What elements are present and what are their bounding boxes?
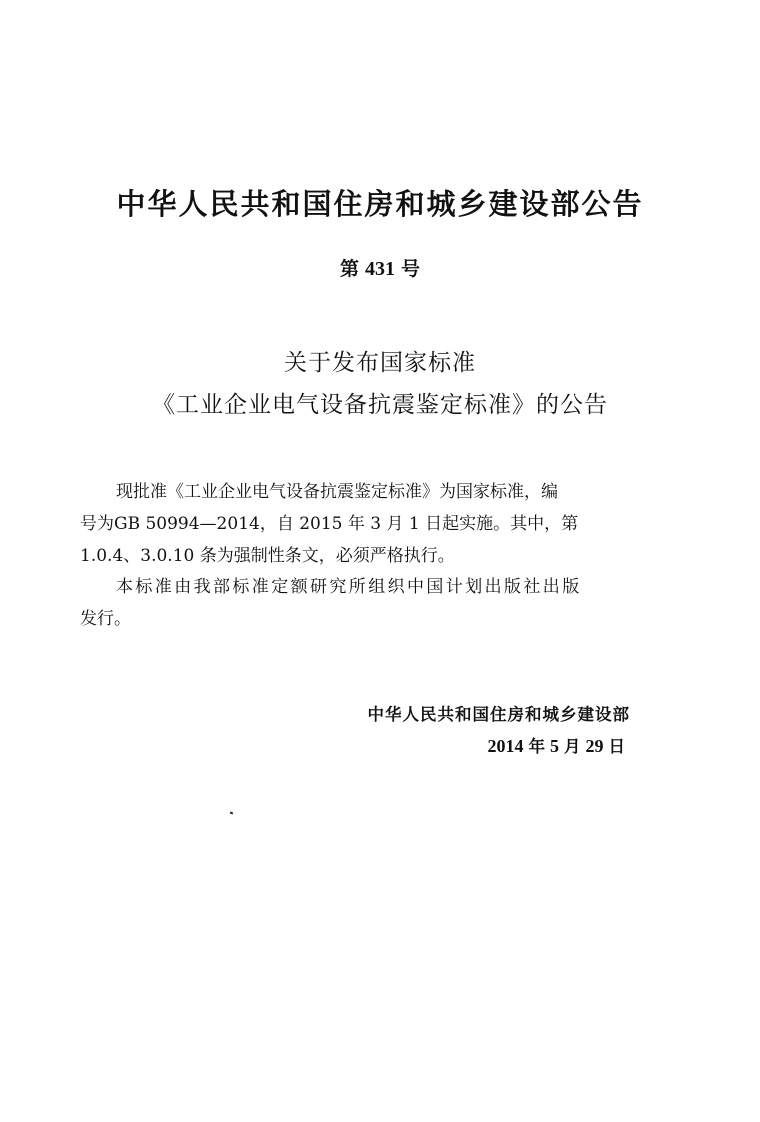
date-year: 2014 (487, 736, 524, 756)
paragraph-line: 现批准《工业企业电气设备抗震鉴定标准》为国家标准，编 (116, 482, 558, 502)
issue-prefix: 第 (339, 258, 359, 280)
date-day: 29 (585, 736, 604, 756)
subtitle-line-1: 关于发布国家标准 (284, 350, 476, 376)
paragraph-line: 发行。 (80, 609, 131, 629)
body-paragraph-approval (80, 476, 680, 572)
date-day-unit: 日 (608, 737, 625, 756)
date-month-unit: 月 (564, 737, 581, 756)
subtitle-line-2: 《工业企业电气设备抗震鉴定标准》的公告 (152, 392, 608, 418)
issue-date (300, 731, 625, 762)
issue-number (0, 255, 760, 283)
body-paragraph-publication (80, 571, 680, 635)
paragraph-line: 1.0.4、3.0.10 条为强制性条文，必须严格执行。 (80, 546, 455, 566)
paragraph-line: 本标准由我部标准定额研究所组织中国计划出版社出版 (116, 577, 582, 597)
date-month: 5 (550, 736, 559, 756)
announcement-title: 中华人民共和国住房和城乡建设部公告 (116, 187, 644, 221)
issue-number-value: 431 (365, 258, 395, 280)
scan-artifact-mark (230, 811, 234, 814)
issuing-authority: 中华人民共和国住房和城乡建设部 (367, 705, 630, 724)
issue-suffix: 号 (401, 258, 421, 280)
paragraph-line: 号为GB 50994—2014，自 2015 年 3 月 1 日起实施。其中，第 (80, 514, 579, 534)
date-year-unit: 年 (528, 737, 545, 756)
